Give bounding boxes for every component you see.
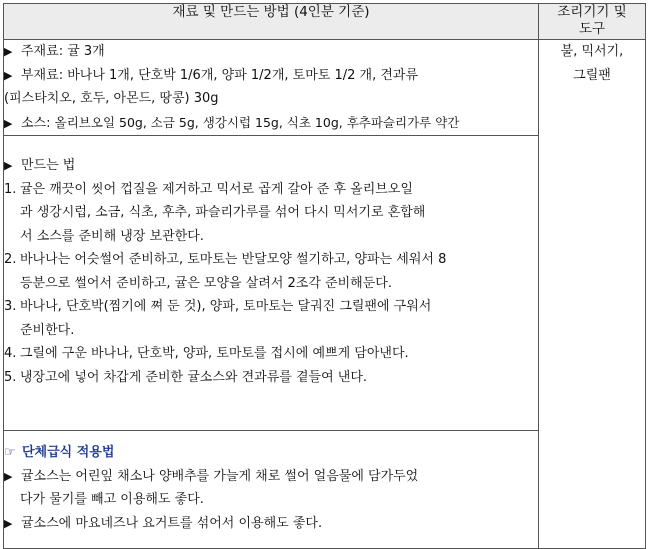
triangle-bullet-icon: ▶ (4, 45, 13, 58)
triangle-bullet-icon: ▶ (4, 116, 13, 130)
method-section (4, 136, 539, 431)
step-4: 4. 그릴에 구운 바나나, 단호박, 양파, 토마토를 접시에 예쁘게 담아낸다. (4, 346, 409, 361)
triangle-bullet-icon: ▶ (4, 469, 13, 483)
step-2-line2: 등분으로 썰어서 준비하고, 귤은 모양을 살려서 2조각 준비해둔다. (20, 275, 392, 291)
step-2: 2. 바나나는 어슷썰어 준비하고, 토마토는 반달모양 썰기하고, 양파는 세워서 8 (4, 252, 447, 267)
tools-line2: 그릴팬 (573, 68, 611, 83)
tools-line1: 불, 믹서기, (560, 44, 624, 59)
step-3: 3. 바나나, 단호박(찜기에 쪄 둔 것), 양파, 토마토는 달궈진 그릴팬에 구워서 (4, 299, 432, 314)
ingredient-sauce: ▶ 소스: 올리브오일 50g, 소금 5g, 생강시럽 15g, 식초 10g, 후추파슬리가루 약간 (4, 111, 538, 136)
tip-1-line2: 다가 물기를 빼고 이용해도 좋다. (20, 492, 204, 507)
triangle-bullet-icon: ▶ (4, 159, 13, 172)
header-method: 재료 및 만드는 방법 (4인분 기준) (4, 4, 539, 40)
step-1-line3: 서 소스를 준비해 냉장 보관한다. (20, 228, 204, 244)
group-meal-section (4, 431, 539, 549)
tools-cell (539, 40, 646, 549)
method-title: ▶ 만드는 법 (4, 154, 538, 178)
step-1: 1. 귤은 깨끗이 씻어 껍질을 제거하고 믹서로 곱게 갈아 준 후 올리브오일 (4, 181, 413, 197)
step-5: 5. 냉장고에 넣어 차갑게 준비한 귤소스와 견과류를 곁들여 낸다. (4, 369, 368, 385)
ingredient-sub-cont: (피스타치오, 호두, 아몬드, 땅콩) 30g (4, 91, 219, 106)
step-1-line2: 과 생강시럽, 소금, 식초, 후추, 파슬리가루를 섞어 다시 믹서기로 혼합해 (20, 205, 426, 220)
recipe-table (3, 3, 646, 549)
triangle-bullet-icon: ▶ (4, 516, 13, 530)
step-3-line2: 준비한다. (20, 322, 75, 338)
header-tools (539, 4, 646, 40)
tip-1: ▶ 귤소스는 어린잎 채소나 양배추를 가늘게 채로 썰어 얼음물에 담가두었 (4, 465, 538, 489)
group-meal-title: ☞ 단체급식 적용법 (4, 441, 538, 465)
tip-2: ▶ 귤소스에 마요네즈나 요거트를 섞어서 이용해도 좋다. (4, 512, 538, 536)
header-tools-label: 조리기기 및 도구 (557, 4, 627, 37)
ingredient-sub: ▶ 부재료: 바나나 1개, 단호박 1/6개, 양파 1/2개, 토마토 1/2 개, 견과류 (4, 64, 538, 88)
triangle-bullet-icon: ▶ (4, 68, 13, 82)
pointing-hand-icon: ☞ (4, 445, 16, 460)
ingredient-main: ▶ 주재료: 귤 3개 (4, 40, 538, 64)
ingredients-section (4, 40, 539, 136)
